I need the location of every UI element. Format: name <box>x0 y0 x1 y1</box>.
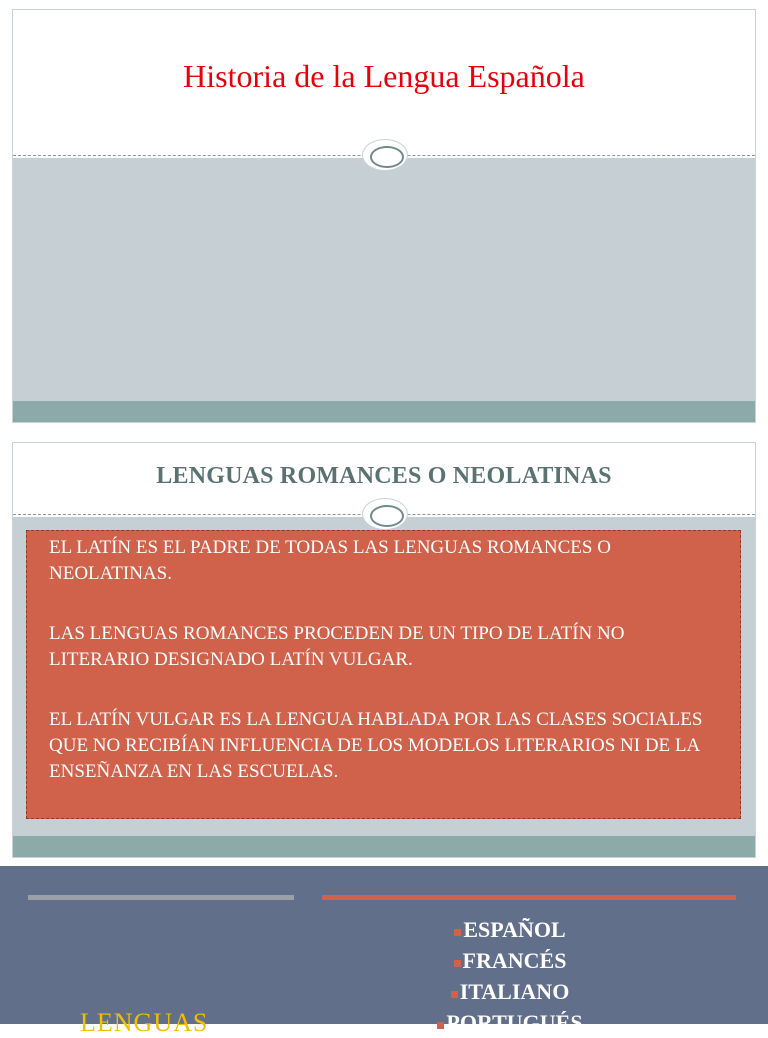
language-label: ITALIANO <box>459 979 570 1004</box>
list-item <box>400 945 620 976</box>
list-item <box>400 914 620 945</box>
footer-bar <box>13 836 755 857</box>
language-label: ESPAÑOL <box>463 917 566 942</box>
slide-2-lenguas-romances <box>12 442 756 858</box>
language-list <box>400 914 620 1038</box>
language-label: FRANCÉS <box>462 948 567 973</box>
presentation-title: Historia de la Lengua Española <box>183 58 585 94</box>
square-bullet-icon <box>454 960 461 967</box>
slide-title: LENGUAS ROMANCES O NEOLATINAS <box>156 463 612 489</box>
language-label: PORTUGUÉS <box>446 1010 583 1035</box>
square-bullet-icon <box>437 1022 444 1029</box>
paragraph: EL LATÍN VULGAR ES LA LENGUA HABLADA POR LAS CLASES SOCIALES QUE NO RECIBÍAN INFLUENCIA DE LOS MODELOS LITERARIOS NI DE LA ENSEÑANZA EN LAS ESCUELAS. <box>49 709 703 782</box>
slide-3-lenguas <box>0 866 768 1037</box>
accent-bar-right <box>322 895 736 900</box>
title-area <box>13 10 755 156</box>
subtitle-area <box>13 158 755 403</box>
paragraph: LAS LENGUAS ROMANCES PROCEDEN DE UN TIPO DE LATÍN NO LITERARIO DESIGNADO LATÍN VULGAR. <box>49 623 625 670</box>
section-label: LENGUAS <box>80 1008 209 1037</box>
content-box <box>26 530 741 819</box>
slide-1-title <box>12 9 756 423</box>
square-bullet-icon <box>451 991 458 998</box>
paragraph: EL LATÍN ES EL PADRE DE TODAS LAS LENGUAS ROMANCES O NEOLATINAS. <box>49 537 611 584</box>
footer-bar <box>13 401 755 422</box>
ring-ornament-icon <box>362 139 408 171</box>
list-item <box>400 976 620 1007</box>
accent-bar-left <box>28 895 294 900</box>
square-bullet-icon <box>454 929 461 936</box>
ring-ornament-icon <box>362 498 408 530</box>
list-item <box>400 1007 620 1038</box>
